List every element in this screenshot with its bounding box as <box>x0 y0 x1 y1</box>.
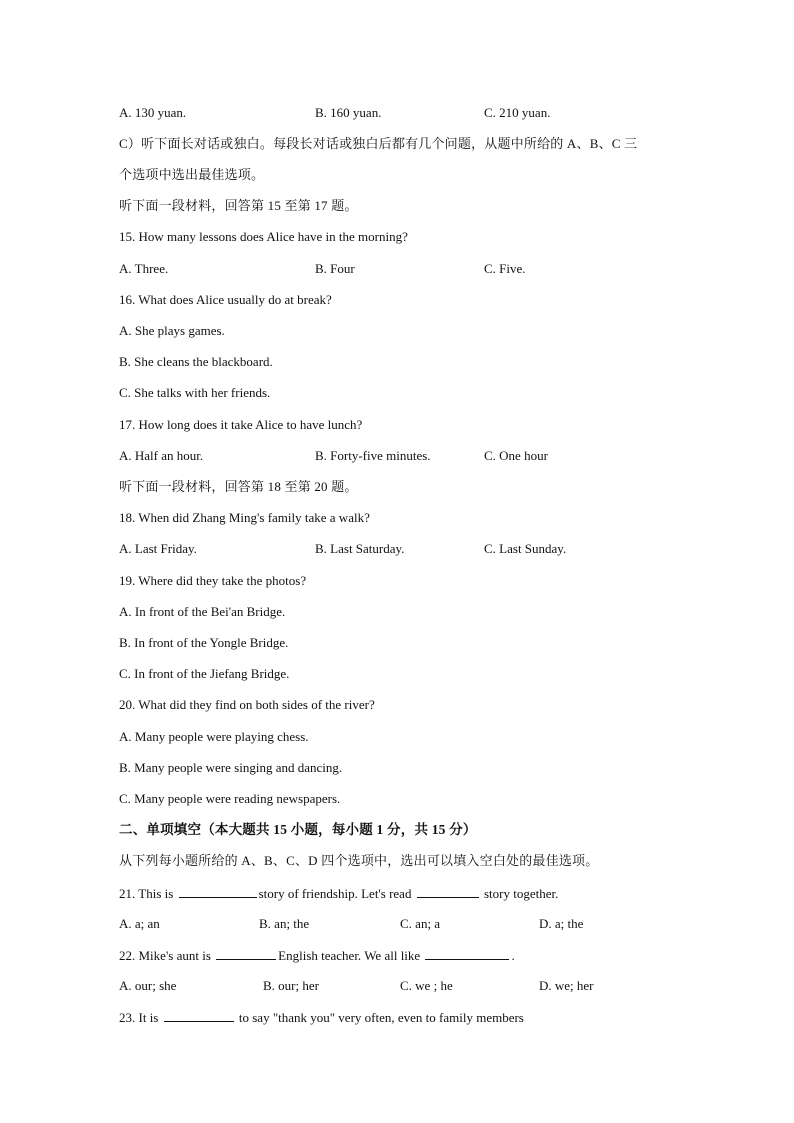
q22-text-2: English teacher. We all like <box>278 948 424 963</box>
q21-blank-1 <box>179 885 257 898</box>
q22-blank-2 <box>425 947 509 960</box>
q14-option-a: A. 130 yuan. <box>119 105 187 120</box>
q21-option-c: C. an; a <box>400 916 441 931</box>
section-c-instruction-line2: 个选项中选出最佳选项。 <box>119 167 265 182</box>
q23-text-2: to say "thank you" very often, even to family members <box>235 1010 524 1025</box>
q23-text-1: 23. It is <box>119 1010 162 1025</box>
q16-question: 16. What does Alice usually do at break? <box>119 292 332 307</box>
q22-option-c: C. we ; he <box>400 978 453 993</box>
section-2-heading: 二、单项填空（本大题共 15 小题，每小题 1 分，共 15 分） <box>119 822 477 837</box>
q17-question: 17. How long does it take Alice to have lunch? <box>119 417 363 432</box>
q14-option-c: C. 210 yuan. <box>484 105 551 120</box>
q22-blank-1 <box>216 947 276 960</box>
q19-option-b: B. In front of the Yongle Bridge. <box>119 635 289 650</box>
q16-option-b: B. She cleans the blackboard. <box>119 354 273 369</box>
material-2-instruction: 听下面一段材料，回答第 18 至第 20 题。 <box>119 479 358 494</box>
q22-option-d: D. we; her <box>539 978 594 993</box>
q18-option-b: B. Last Saturday. <box>315 541 405 556</box>
q23-question <box>119 1009 524 1026</box>
q19-option-c: C. In front of the Jiefang Bridge. <box>119 666 290 681</box>
q22-text-1: 22. Mike's aunt is <box>119 948 215 963</box>
q21-text-1: 21. This is <box>119 886 177 901</box>
q21-option-b: B. an; the <box>259 916 310 931</box>
q17-option-c: C. One hour <box>484 448 548 463</box>
q22-option-a: A. our; she <box>119 978 177 993</box>
section-2-instruction: 从下列每小题所给的 A、B、C、D 四个选项中，选出可以填入空白处的最佳选项。 <box>119 853 599 868</box>
q21-text-3: story together. <box>480 886 559 901</box>
q20-question: 20. What did they find on both sides of the river? <box>119 697 375 712</box>
q23-blank-1 <box>164 1009 234 1022</box>
q21-option-d: D. a; the <box>539 916 584 931</box>
q21-text-2: story of friendship. Let's read <box>258 886 415 901</box>
material-1-instruction: 听下面一段材料，回答第 15 至第 17 题。 <box>119 198 358 213</box>
q19-question: 19. Where did they take the photos? <box>119 573 307 588</box>
q20-option-c: C. Many people were reading newspapers. <box>119 791 341 806</box>
q20-option-b: B. Many people were singing and dancing. <box>119 760 343 775</box>
q17-option-b: B. Forty-five minutes. <box>315 448 431 463</box>
section-c-instruction-line1: C）听下面长对话或独白。每段长对话或独白后都有几个问题，从题中所给的 A、B、C 三 <box>119 136 638 151</box>
q16-option-c: C. She talks with her friends. <box>119 385 271 400</box>
q18-option-a: A. Last Friday. <box>119 541 197 556</box>
q18-option-c: C. Last Sunday. <box>484 541 567 556</box>
q22-option-b: B. our; her <box>263 978 319 993</box>
q21-question <box>119 885 558 902</box>
q15-option-c: C. Five. <box>484 261 526 276</box>
q14-option-b: B. 160 yuan. <box>315 105 382 120</box>
q18-question: 18. When did Zhang Ming's family take a walk? <box>119 510 370 525</box>
q20-option-a: A. Many people were playing chess. <box>119 729 309 744</box>
q19-option-a: A. In front of the Bei'an Bridge. <box>119 604 286 619</box>
q15-option-b: B. Four <box>315 261 355 276</box>
q17-option-a: A. Half an hour. <box>119 448 204 463</box>
q16-option-a: A. She plays games. <box>119 323 225 338</box>
q21-blank-2 <box>417 885 479 898</box>
q21-option-a: A. a; an <box>119 916 160 931</box>
q15-option-a: A. Three. <box>119 261 169 276</box>
q22-question <box>119 947 515 964</box>
q22-text-3: . <box>511 948 515 963</box>
q15-question: 15. How many lessons does Alice have in the morning? <box>119 229 408 244</box>
